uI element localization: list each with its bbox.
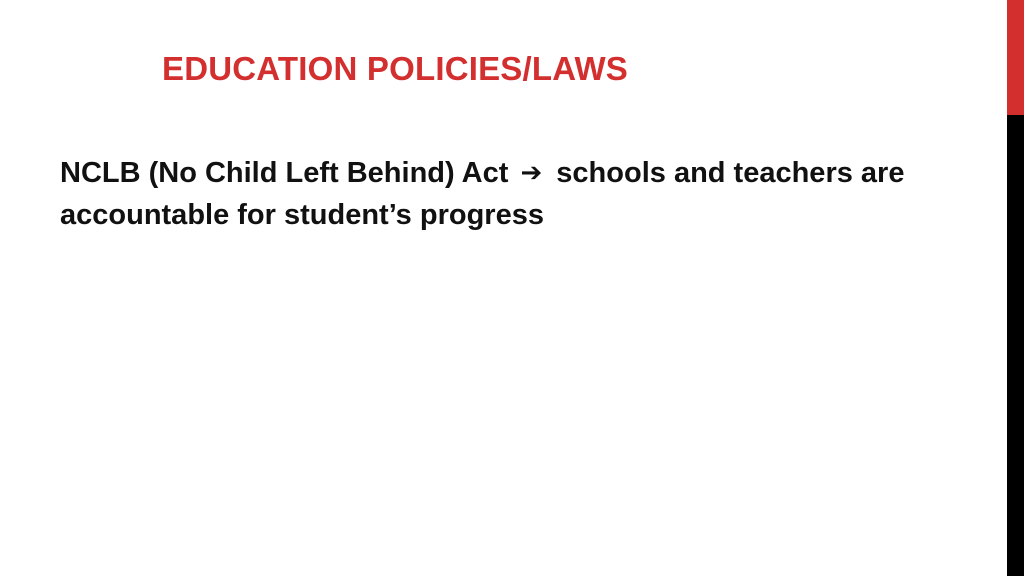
slide-body-text — [60, 152, 940, 236]
side-accent-bar-black — [1007, 115, 1024, 576]
body-text-part-2: schools and teachers are accountable for student’s progress — [60, 157, 905, 231]
arrow-right-icon: ➔ — [520, 158, 543, 188]
body-text-part-1: NCLB (No Child Left Behind) Act — [60, 157, 509, 189]
slide-title: EDUCATION POLICIES/LAWS — [162, 50, 629, 87]
side-accent-bar-red — [1007, 0, 1024, 115]
side-accent-bar — [1007, 0, 1024, 576]
